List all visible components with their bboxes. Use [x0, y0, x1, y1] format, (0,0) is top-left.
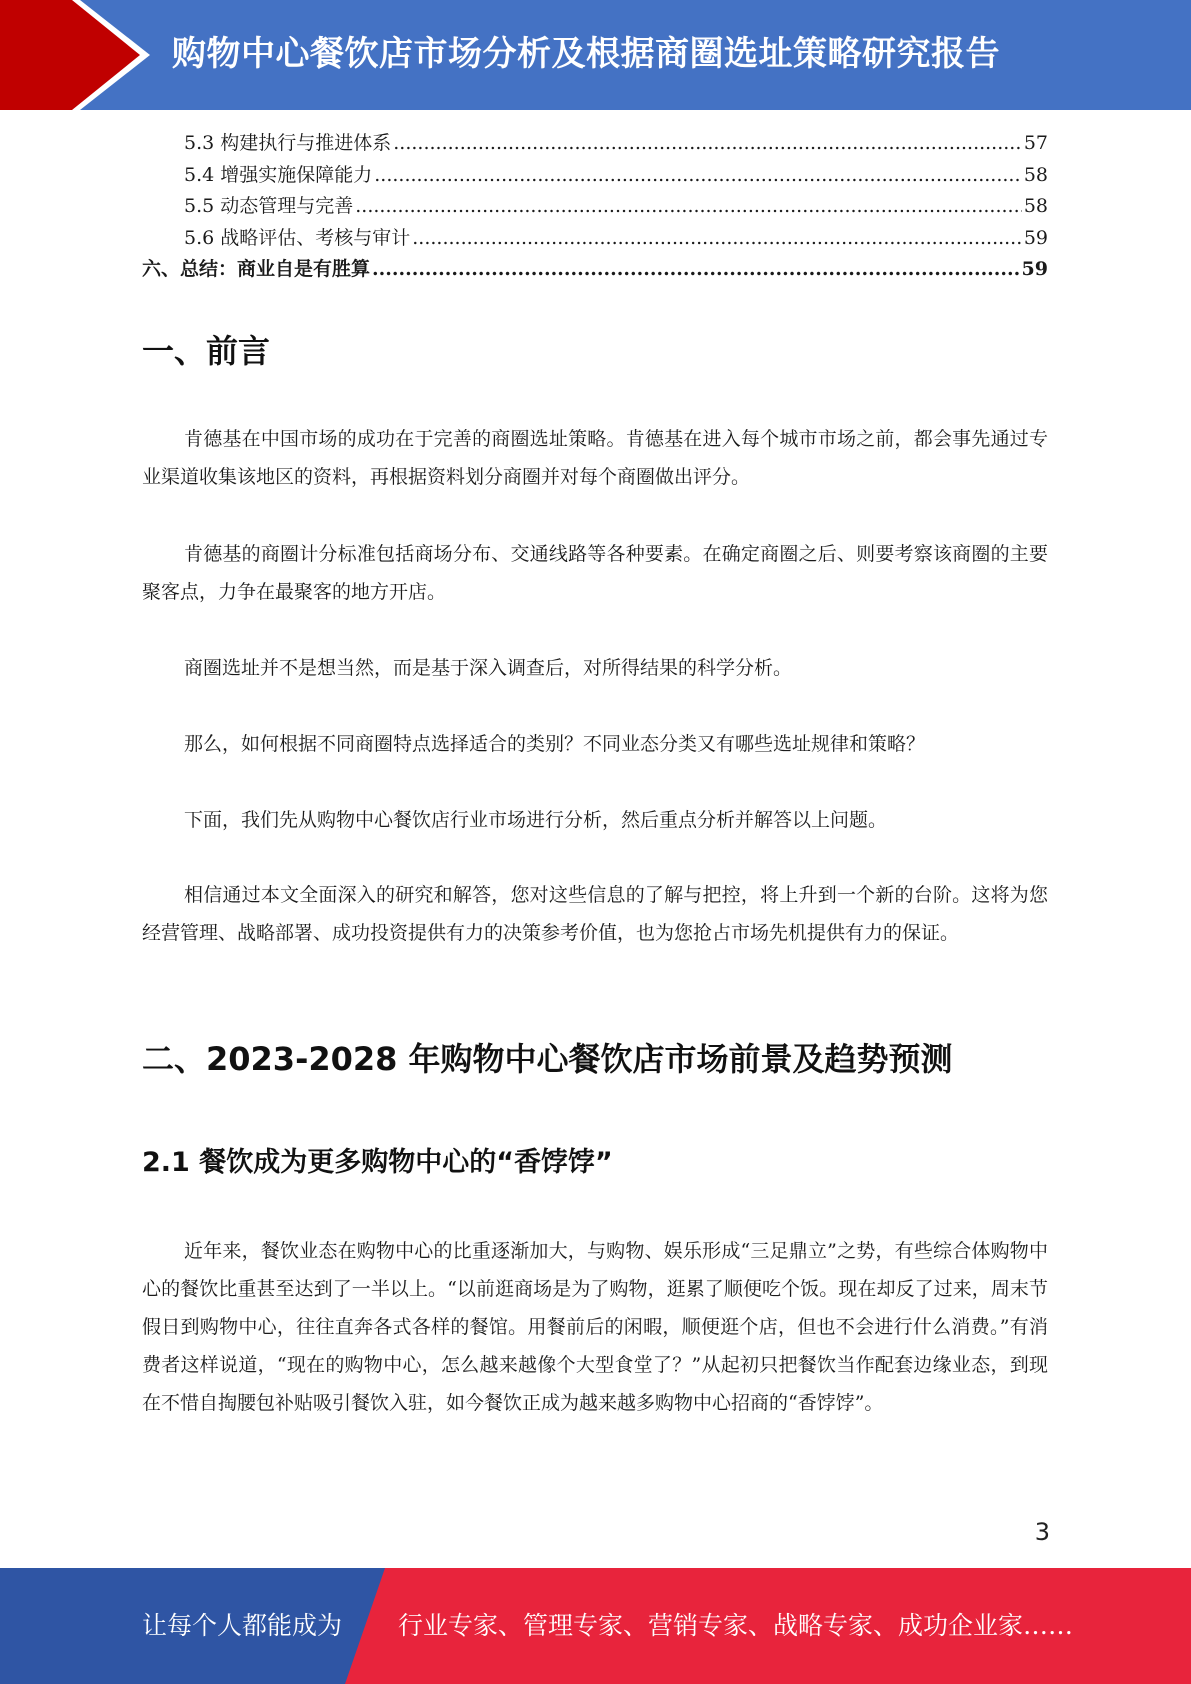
toc-entry-page: 59 [1021, 258, 1048, 280]
toc-leader-dots [355, 191, 1022, 223]
toc-entry-page: 58 [1023, 195, 1048, 217]
paragraph: 近年来，餐饮业态在购物中心的比重逐渐加大，与购物、娱乐形成“三足鼎立”之势，有些综合体购物中心的餐饮比重甚至达到了一半以上。“以前逛商场是为了购物，逛累了顺便吃个饭。现在却反了过来，周末节假日到购物中心，往往直奔各式各样的餐馆。用餐前后的闲暇，顺便逛个店，但也不会进行什么消费。”有消费者这样说道，“现在的购物中心，怎么越来越像个大型食堂了？”从起初只把餐饮当作配套边缘业态，到现在不惜自掏腰包补贴吸引餐饮入驻，如今餐饮正成为越来越多购物中心招商的“香饽饽”。 [142, 1240, 1048, 1414]
toc-entry-page: 59 [1023, 226, 1048, 249]
header-banner [0, 0, 1191, 110]
toc-entry[interactable] [142, 191, 1048, 223]
page-number: 3 [1034, 1518, 1050, 1546]
paragraph: 那么，如何根据不同商圈特点选择适合的类别？不同业态分类又有哪些选址规律和策略？ [184, 733, 926, 755]
footer-slogan-left: 让每个人都能成为 [142, 1611, 343, 1640]
paragraph: 商圈选址并不是想当然，而是基于深入调查后，对所得结果的科学分析。 [184, 657, 793, 679]
paragraph: 肯德基的商圈计分标准包括商场分布、交通线路等各种要素。在确定商圈之后、则要考察该商圈的主要聚客点，力争在最聚客的地方开店。 [142, 543, 1048, 603]
footer-slogan-right: 行业专家、管理专家、营销专家、战略专家、成功企业家…… [398, 1611, 1074, 1640]
toc-entry[interactable] [142, 254, 1048, 286]
toc-entry-label: 5.4 增强实施保障能力 [184, 163, 373, 186]
toc-leader-dots [374, 160, 1022, 192]
toc-entry-label: 5.6 战略评估、考核与审计 [184, 226, 411, 249]
paragraph: 下面，我们先从购物中心餐饮店行业市场进行分析，然后重点分析并解答以上问题。 [184, 809, 888, 831]
footer-banner [0, 1568, 1191, 1684]
toc-entry[interactable] [142, 160, 1048, 192]
subsection-heading: 2.1 餐饮成为更多购物中心的“香饽饽” [142, 1147, 613, 1178]
paragraph: 肯德基在中国市场的成功在于完善的商圈选址策略。肯德基在进入每个城市市场之前，都会事先通过专业渠道收集该地区的资料，再根据资料划分商圈并对每个商圈做出评分。 [142, 428, 1048, 488]
toc-entry-label: 5.3 构建执行与推进体系 [184, 132, 392, 154]
paragraph: 相信通过本文全面深入的研究和解答，您对这些信息的了解与把控，将上升到一个新的台阶。这将为您经营管理、战略部署、成功投资提供有力的决策参考价值，也为您抢占市场先机提供有力的保证。 [142, 884, 1048, 944]
toc-leader-dots [412, 223, 1022, 255]
toc-entry-label: 六、总结：商业自是有胜算 [142, 258, 371, 280]
toc-entry-label: 5.5 动态管理与完善 [184, 195, 354, 217]
toc-entry[interactable] [142, 223, 1048, 255]
toc-entry[interactable] [142, 128, 1048, 160]
toc-leader-dots [372, 254, 1020, 286]
toc-leader-dots [393, 128, 1022, 160]
section-heading-preface: 一、前言 [142, 332, 271, 370]
table-of-contents [142, 128, 1048, 286]
header-chevron-arrow [0, 0, 140, 110]
report-title: 购物中心餐饮店市场分析及根据商圈选址策略研究报告 [172, 34, 1000, 74]
toc-entry-page: 57 [1023, 132, 1048, 154]
section-heading-forecast: 二、2023-2028 年购物中心餐饮店市场前景及趋势预测 [142, 1040, 953, 1078]
toc-entry-page: 58 [1023, 163, 1048, 186]
